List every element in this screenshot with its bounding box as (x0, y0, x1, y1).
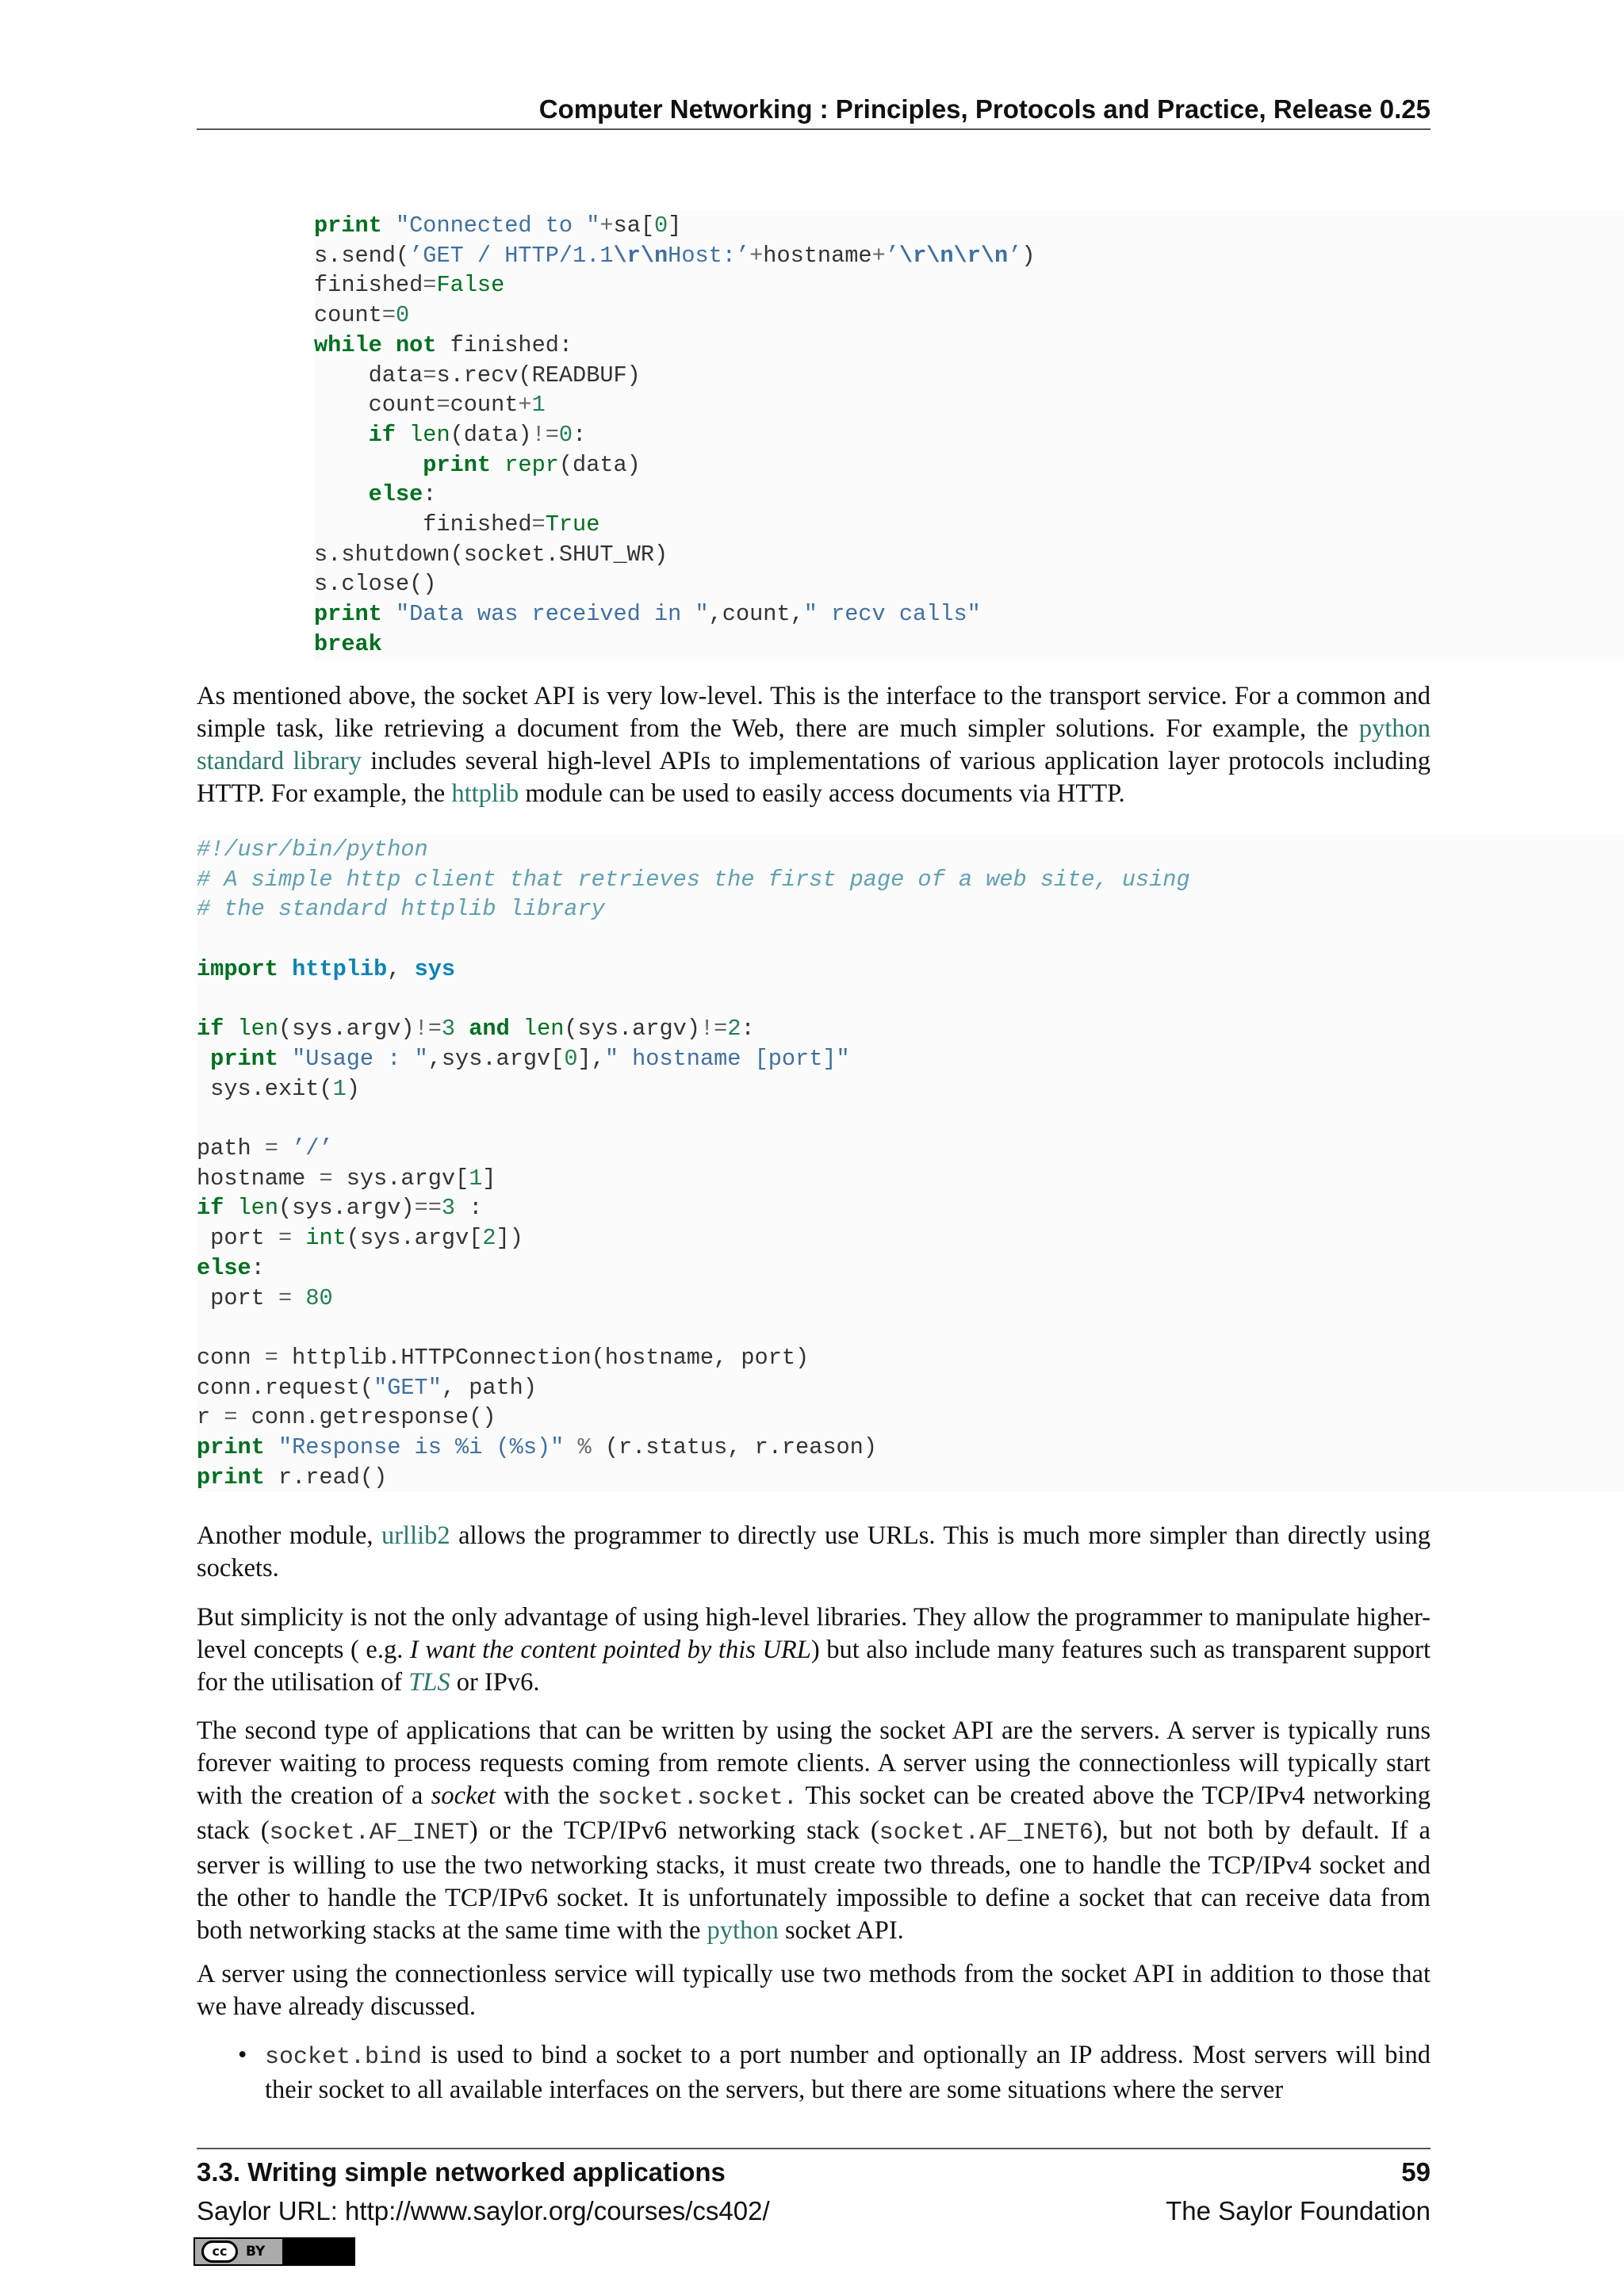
code-block-httplib-client (197, 835, 1624, 1492)
code-token (224, 1016, 237, 1042)
text-run: ) or the TCP/IPv6 networking stack ( (469, 1816, 879, 1845)
code-token: len (237, 1195, 278, 1222)
code-token: print (197, 1464, 265, 1490)
code-line (197, 1255, 265, 1281)
code-token: conn.getresponse() (237, 1404, 496, 1431)
code-line (314, 332, 573, 358)
code-token: sa[ (613, 212, 655, 239)
code-line (197, 1285, 333, 1311)
code-line (197, 1016, 755, 1042)
code-token: len (409, 421, 450, 448)
code-line (197, 836, 428, 863)
code-token: "Data was received in " (395, 601, 709, 628)
code-token: == (414, 1195, 442, 1222)
code-token: (sys.argv) (278, 1195, 415, 1222)
code-token: ], (577, 1045, 605, 1072)
code-token: ] (668, 212, 682, 239)
code-token (278, 1046, 292, 1072)
code-token: count (450, 392, 519, 419)
code-token: httplib (292, 955, 388, 982)
paragraph-servers (197, 1715, 1431, 1947)
code-token: s.send( (314, 242, 410, 269)
code-line (314, 422, 586, 448)
code-token: hostname (197, 1165, 320, 1192)
code-line (314, 541, 668, 568)
inline-code: socket.AF_INET (269, 1820, 469, 1846)
code-token (396, 422, 409, 448)
code-line (197, 896, 605, 922)
code-token: 0 (654, 212, 668, 239)
code-line (314, 392, 546, 418)
code-line (314, 212, 681, 239)
code-line (314, 571, 436, 597)
code-token: ] (482, 1165, 496, 1192)
page-number: 59 (1401, 2157, 1431, 2187)
code-line (314, 631, 382, 657)
code-block-socket-client (314, 211, 1624, 660)
text-run: with the (495, 1781, 598, 1810)
code-token: " recv calls" (803, 601, 981, 628)
code-token: and (469, 1016, 510, 1043)
code-token: # the standard httplib library (197, 896, 605, 923)
code-line (197, 1046, 850, 1072)
code-token: (sys.argv[ (346, 1225, 483, 1252)
code-token: , path) (441, 1374, 537, 1401)
code-token (382, 212, 396, 239)
code-token (314, 452, 423, 478)
code-token: #!/usr/bin/python (197, 836, 428, 863)
code-line (197, 1165, 496, 1192)
code-token: = (264, 1344, 278, 1371)
code-token: 0 (564, 1045, 578, 1072)
text-run: module can be used to easily access documents via HTTP. (519, 779, 1125, 808)
code-token: else (197, 1254, 251, 1281)
running-header (197, 92, 1431, 130)
paragraph-urllib2 (197, 1520, 1431, 1585)
code-token: (data) (558, 451, 641, 478)
code-token: 3 (441, 1016, 456, 1043)
code-token: print (210, 1045, 278, 1072)
code-token: path (197, 1135, 265, 1162)
by-label: BY (246, 2244, 266, 2260)
code-token: : (251, 1254, 265, 1281)
code-token: "Response is %i (%s)" (278, 1434, 565, 1461)
code-token: int (305, 1225, 347, 1252)
code-line (314, 511, 599, 538)
code-token (564, 1434, 577, 1460)
code-token: = (436, 392, 450, 419)
emphasis: I want the content pointed by this URL (409, 1636, 811, 1664)
code-token: + (599, 212, 614, 239)
code-token: ’/’ (292, 1135, 333, 1162)
code-token: 80 (305, 1284, 333, 1311)
code-token: r.read() (264, 1464, 388, 1490)
text-run: socket API. (778, 1916, 904, 1945)
list-item-text (265, 2039, 1431, 2107)
code-token: ’ (1008, 242, 1022, 269)
code-token: "Connected to " (395, 212, 600, 239)
code-token: while (314, 331, 382, 358)
code-token: r (197, 1404, 224, 1431)
code-line (197, 1135, 333, 1161)
code-token: 0 (395, 302, 410, 329)
code-line (197, 1076, 360, 1102)
code-token: break (314, 630, 382, 657)
code-token: = (423, 272, 437, 299)
footer-divider (197, 2148, 1431, 2149)
code-token: print (423, 451, 492, 478)
inline-link[interactable]: TLS (408, 1668, 450, 1697)
code-token: (data) (450, 421, 532, 448)
code-token: : (455, 1195, 483, 1222)
code-line (314, 243, 1036, 269)
code-token (314, 422, 369, 448)
code-token: else (368, 481, 423, 508)
code-token: ]) (496, 1225, 523, 1252)
code-token: : (423, 481, 437, 508)
code-line (314, 362, 641, 388)
code-token (510, 1016, 523, 1042)
code-token: if (197, 1195, 224, 1222)
text-run: ) but also include many features such as transparent support for the utilisation of (197, 1636, 1431, 1697)
inline-link[interactable]: python (707, 1916, 779, 1945)
code-token (382, 332, 396, 358)
code-token: ,sys.argv[ (427, 1045, 565, 1072)
code-token: finished (314, 511, 532, 538)
code-token: ) (1021, 242, 1036, 269)
bullet-marker: • (238, 2041, 247, 2069)
code-token: = (319, 1165, 333, 1192)
code-token (265, 1434, 278, 1460)
code-token (314, 481, 369, 507)
code-token: Host:’ (668, 242, 750, 269)
code-token: True (545, 511, 600, 538)
code-line (314, 302, 409, 328)
code-token: "Usage : " (292, 1045, 428, 1072)
code-token: 1 (332, 1075, 347, 1102)
code-token: = (531, 511, 546, 538)
code-token: ’GET / HTTP/1.1 (409, 242, 614, 269)
code-token: ,count, (708, 601, 804, 628)
code-token: = (224, 1404, 238, 1431)
code-token: not (395, 331, 437, 358)
code-token: port (197, 1284, 278, 1311)
code-token: finished: (436, 331, 573, 358)
code-line (314, 481, 436, 507)
code-token: finished (314, 272, 423, 299)
inline-link[interactable]: python standard library (197, 714, 1431, 775)
code-token (491, 452, 504, 478)
code-token: (r.status, r.reason) (591, 1434, 877, 1461)
code-token: != (699, 1016, 728, 1043)
code-token: + (518, 392, 532, 419)
code-token: print (197, 1434, 265, 1461)
code-token: ) (346, 1075, 360, 1102)
cc-icon: cc (201, 2241, 238, 2263)
inline-link[interactable]: urllib2 (381, 1521, 450, 1550)
code-token: s.close() (314, 571, 437, 598)
code-token: = (423, 362, 437, 388)
code-token: " hostname [port]" (604, 1045, 850, 1072)
code-token: ’ (885, 242, 899, 269)
text-run: This socket can be created above the TCP/IPv4 networking stack ( (197, 1781, 1431, 1845)
code-token: conn.request( (197, 1374, 374, 1401)
code-token: 2 (482, 1225, 496, 1252)
text-run: But simplicity is not the only advantage of using high-level libraries. They allow the programmer to manipulate higher-level concepts ( e.g. (197, 1603, 1431, 1664)
inline-link[interactable]: httplib (451, 779, 519, 808)
code-token: 1 (469, 1165, 483, 1192)
paragraph-simplicity (197, 1601, 1431, 1699)
code-token: = (264, 1135, 278, 1162)
publisher-name: The Saylor Foundation (1166, 2196, 1431, 2225)
code-token (292, 1225, 305, 1251)
text-run: A server using the connectionless service will typically use two methods from the socket API in addition to those that we have already discussed. (197, 1960, 1431, 2021)
code-token: print (314, 212, 382, 239)
text-run: is used to bind a socket to a port number and optionally an IP address. Most servers will bind their socket to all available interfaces on the servers, but there are some situations where the server (265, 2041, 1431, 2104)
code-token (197, 1046, 210, 1072)
code-token (278, 956, 292, 982)
saylor-url-link[interactable]: Saylor URL: http://www.saylor.org/courses/cs402/ (197, 2196, 770, 2225)
text-run: The second type of applications that can be written by using the socket API are the servers. A server is typically runs forever waiting to process requests coming from remote clients. A server using the connectionless will typically start with the creation of a (197, 1716, 1431, 1810)
text-run: As mentioned above, the socket API is very low-level. This is the interface to the transport service. For a common and simple task, like retrieving a document from the Web, there are much simpler solutions. For example, the (197, 682, 1431, 743)
code-token: s.shutdown(socket.SHUT_WR) (314, 541, 668, 568)
text-run: Another module, (197, 1521, 381, 1550)
code-token: + (749, 242, 764, 269)
code-line (197, 1434, 877, 1460)
code-token: port (197, 1225, 278, 1252)
code-token: import (197, 955, 278, 982)
text-run: allows the programmer to directly use URLs. This is much more simpler than directly using sockets. (197, 1521, 1431, 1582)
code-token: sys.exit( (197, 1075, 333, 1102)
code-token: data (314, 362, 423, 388)
code-line (314, 272, 504, 298)
inline-code: socket.bind (265, 2044, 423, 2071)
code-token: \r\n\r\n (898, 242, 1009, 269)
code-token: conn (197, 1344, 265, 1371)
footer-source-row (197, 2194, 1431, 2229)
footer-section-row (197, 2155, 1431, 2190)
code-token (278, 1135, 292, 1161)
section-title: 3.3. Writing simple networked applications (197, 2157, 726, 2187)
book-title: Computer Networking : Principles, Protocols and Practice, Release 0.25 (538, 94, 1431, 124)
code-token: "GET" (373, 1374, 442, 1401)
code-token: sys.argv[ (332, 1165, 469, 1192)
code-line (314, 601, 981, 627)
code-token: 0 (558, 421, 573, 448)
code-token: (sys.argv) (278, 1016, 415, 1043)
paragraph-high-level-apis (197, 680, 1431, 810)
code-token: : (573, 421, 587, 448)
text-run: includes several high-level APIs to implementations of various application layer protocols including HTTP. For example, the (197, 747, 1431, 808)
cc-by-license-badge[interactable] (193, 2237, 355, 2266)
code-token: False (436, 272, 505, 299)
code-line (197, 956, 455, 982)
code-token (292, 1285, 305, 1311)
code-token: if (197, 1016, 224, 1043)
code-line (197, 1464, 387, 1490)
code-token: , (387, 955, 415, 982)
code-line (197, 1404, 496, 1430)
code-line (197, 867, 1190, 893)
code-token: count (314, 392, 437, 419)
code-line (197, 1375, 537, 1401)
code-line (197, 1195, 482, 1221)
code-token: httplib.HTTPConnection(hostname, port) (278, 1344, 810, 1371)
code-token: = (278, 1225, 293, 1252)
code-token: \r\n (613, 242, 668, 269)
emphasis: socket (431, 1781, 496, 1810)
code-token: s.recv(READBUF) (436, 362, 641, 388)
code-token: 2 (727, 1016, 741, 1043)
code-token: 1 (531, 392, 546, 419)
code-token: : (741, 1016, 755, 1043)
code-token: = (278, 1284, 293, 1311)
code-line (197, 1345, 809, 1371)
code-token: (sys.argv) (564, 1016, 700, 1043)
code-line (314, 452, 641, 478)
code-token: sys (414, 955, 456, 982)
code-token: len (523, 1016, 565, 1043)
code-token: = (381, 302, 396, 329)
paragraph-connectionless-methods (197, 1958, 1431, 2023)
code-token: if (368, 421, 396, 448)
code-token (382, 601, 396, 627)
code-token: count (314, 302, 382, 329)
inline-code: socket.AF_INET6 (879, 1820, 1094, 1846)
code-line (197, 1225, 523, 1251)
code-token: % (577, 1434, 592, 1461)
code-token (224, 1195, 237, 1221)
text-run: or IPv6. (450, 1668, 540, 1697)
code-token: 3 (441, 1195, 456, 1222)
code-token: hostname (763, 242, 872, 269)
code-token: != (414, 1016, 442, 1043)
code-token (455, 1016, 469, 1042)
code-token: print (314, 601, 382, 628)
code-token: repr (504, 451, 559, 478)
text-run: ), but not both by default. If a server is willing to use the two networking stacks, it must create two threads, one to handle the TCP/IPv4 socket and the other to handle the TCP/IPv6 socket. It is unfortunately impossible to define a socket that can receive data from both networking stacks at the same time with the (197, 1816, 1431, 1945)
code-token: len (237, 1016, 278, 1043)
code-token: != (531, 421, 559, 448)
inline-code: socket.socket. (597, 1785, 798, 1812)
code-token: # A simple http client that retrieves the first page of a web site, using (197, 866, 1190, 893)
code-token: + (871, 242, 886, 269)
